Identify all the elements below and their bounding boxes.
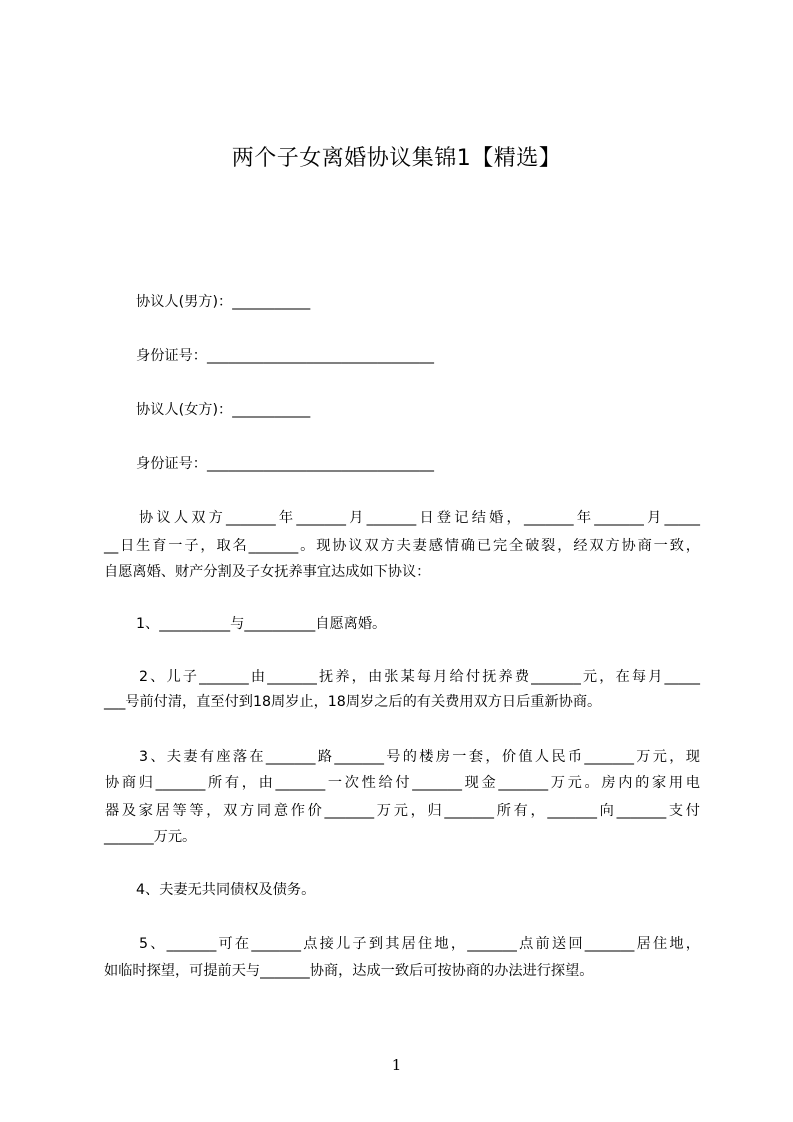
intro-line-2: __日生育一子，取名_______。现协议双方夫妻感情确已完全破裂，经双方协商一致， [104,538,700,554]
female-party-field: 协议人(女方)：___________ [136,402,311,418]
clause-3-line-4: _______万元。 [104,829,197,845]
clause-4: 4、夫妻无共同债权及债务。 [136,882,316,898]
clause-2-line-2: ___号前付清，直至付到18周岁止，18周岁之后的有关费用双方日后重新协商。 [104,694,602,710]
male-party-field: 协议人(男方)：___________ [136,294,311,310]
intro-line-1: 协议人双方_______年_______月_______日登记结婚，_______年_______月_____ [139,510,700,526]
document-title: 两个子女离婚协议集锦1【精选】 [231,146,562,171]
clause-3-line-3: 器及家居等等，双方同意作价_______万元，归_______所有，_______向_______支付 [105,803,700,819]
male-id-field: 身份证号：________________________________ [136,348,434,364]
clause-5-line-1: 5、_______可在_______点接儿子到其居住地，_______点前送回_______居住地， [139,936,700,952]
clause-5-line-2: 如临时探望，可提前天与_______协商，达成一致后可按协商的办法进行探望。 [104,963,594,979]
clause-2-line-1: 2、儿子_______由_______抚养，由张某每月给付抚养费_______元，在每月_____ [139,669,700,685]
page-number: 1 [391,1056,402,1074]
intro-line-3: 自愿离婚、财产分割及子女抚养事宜达成如下协议： [104,564,431,580]
clause-3-line-1: 3、夫妻有座落在_______路_______号的楼房一套，价值人民币_______万元，现 [139,749,700,765]
clause-1: 1、__________与__________自愿离婚。 [136,616,387,632]
female-id-field: 身份证号：________________________________ [136,456,434,472]
clause-3-line-2: 协商归_______所有，由_______一次性给付_______现金_______万元。房内的家用电 [105,775,700,791]
